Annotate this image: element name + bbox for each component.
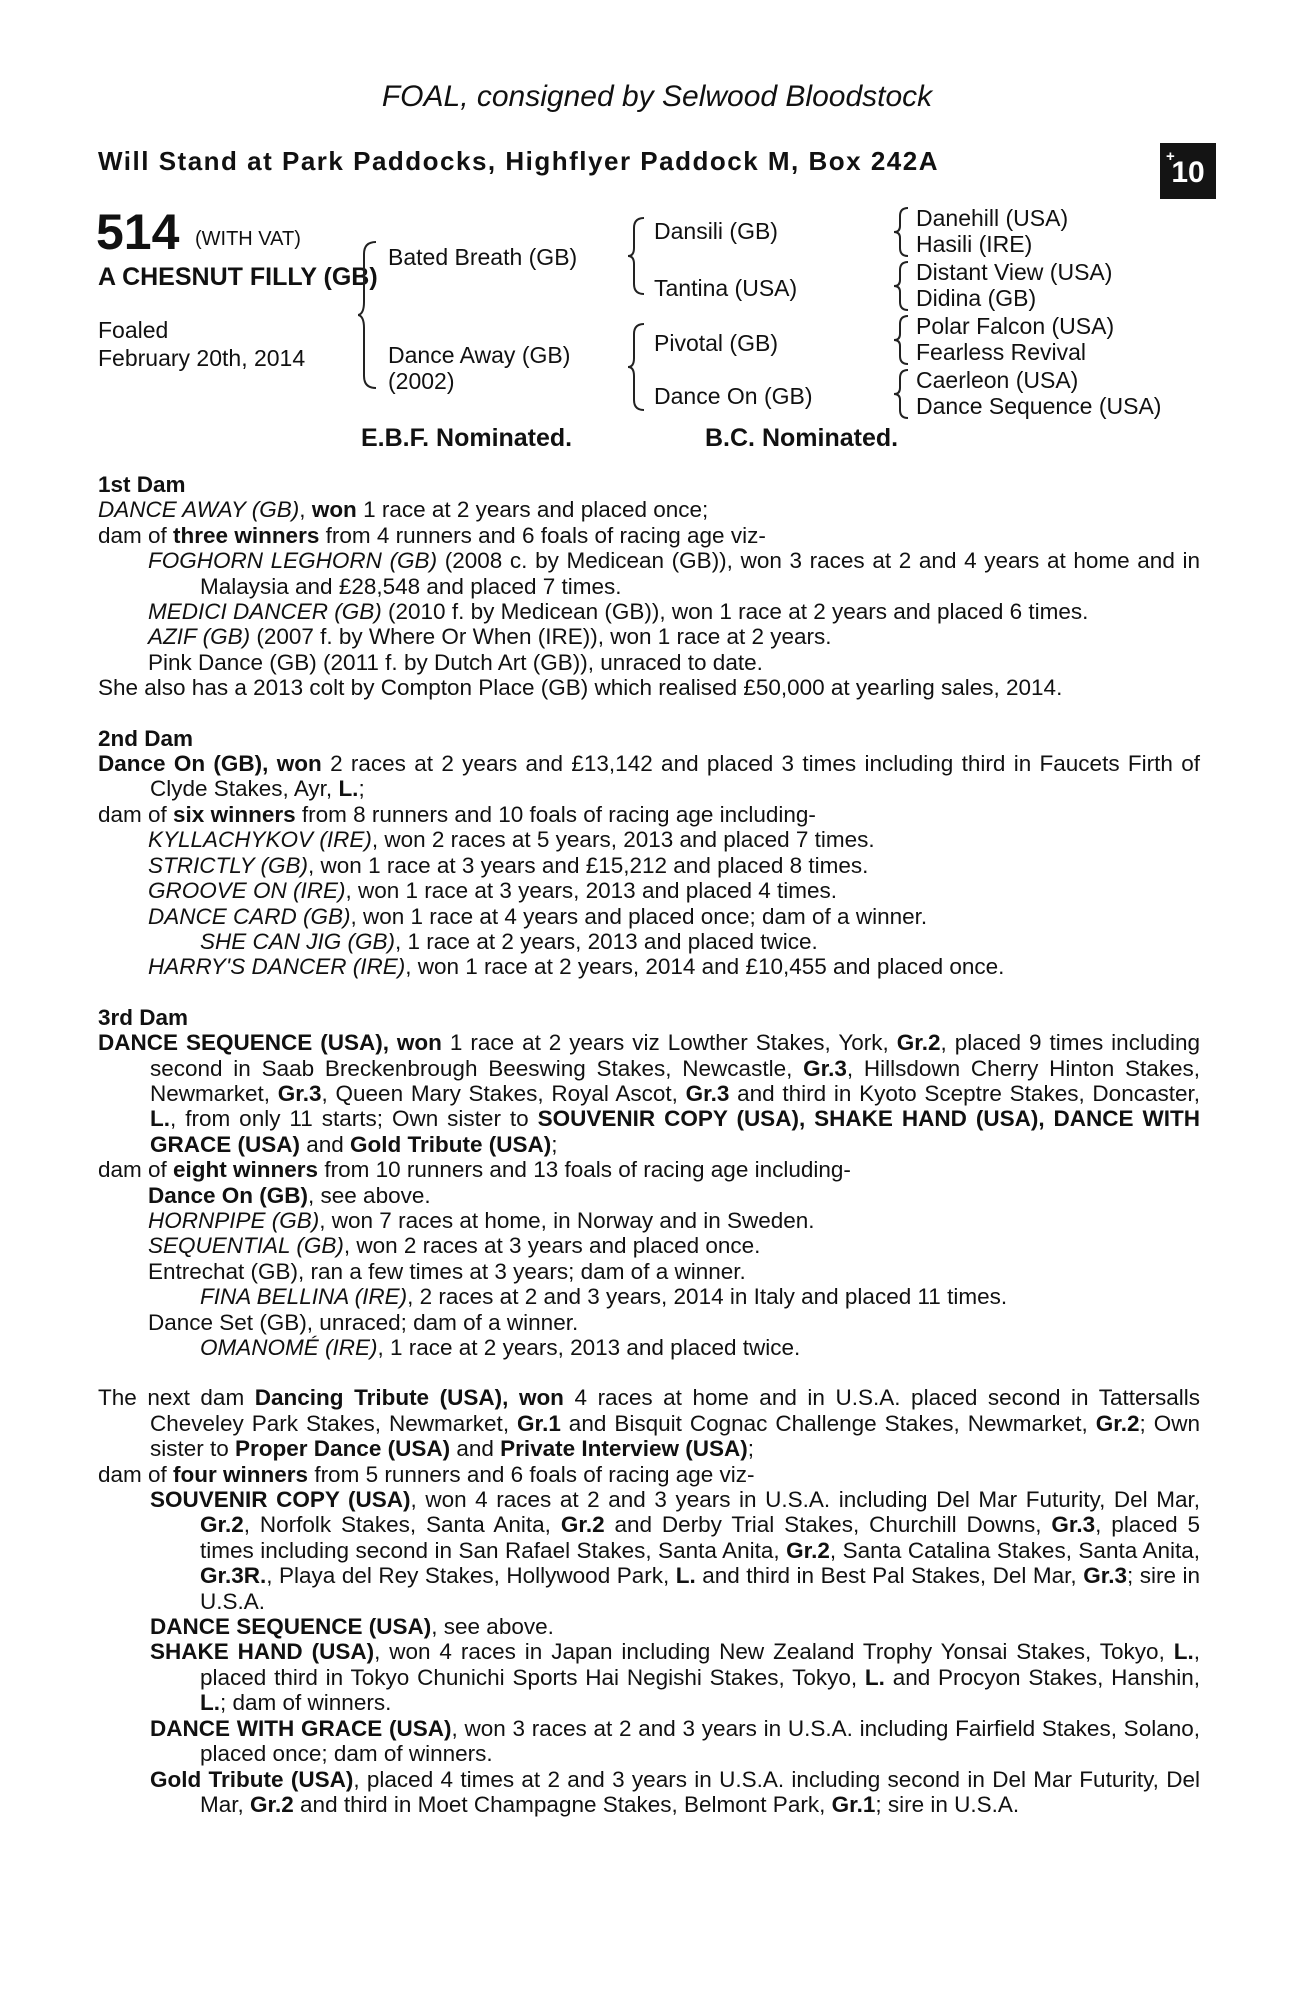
pedigree-brace-sire — [628, 216, 648, 296]
first-dam-produce: dam of three winners from 4 runners and 6 foals of racing age viz- — [98, 522, 766, 548]
pedigree-table — [0, 0, 1314, 452]
vat-note: (WITH VAT) — [195, 228, 301, 250]
pedigree-gs-8: Dance Sequence (USA) — [916, 393, 1162, 419]
second-dam-produce: dam of six winners from 8 runners and 10 foals of racing age including- — [98, 801, 816, 827]
second-dam-heading: 2nd Dam — [98, 725, 194, 751]
list-item: GROOVE ON (IRE), won 1 race at 3 years, 2013 and placed 4 times. — [148, 878, 838, 904]
list-item: SHE CAN JIG (GB), 1 race at 2 years, 2013 and placed twice. — [200, 928, 818, 954]
pedigree-gs-5: Polar Falcon (USA) — [916, 313, 1115, 339]
next-dam-produce: dam of four winners from 5 runners and 6 foals of racing age viz- — [98, 1461, 755, 1487]
pedigree-gs-2: Hasili (IRE) — [916, 231, 1033, 257]
list-item: MEDICI DANCER (GB) (2010 f. by Medicean (GB)), won 1 race at 2 years and placed 6 times. — [148, 599, 1089, 625]
pedigree-brace-gs4 — [894, 368, 910, 420]
pedigree-sire-sire: Dansili (GB) — [654, 218, 778, 244]
pedigree-dam: Dance Away (GB) — [388, 342, 571, 368]
list-item: AZIF (GB) (2007 f. by Where Or When (IRE)), won 1 race at 2 years. — [148, 624, 832, 650]
list-item: SEQUENTIAL (GB), won 2 races at 3 years and placed once. — [148, 1233, 761, 1259]
pedigree-gs-3: Distant View (USA) — [916, 259, 1113, 285]
catalogue-body — [98, 472, 1200, 1817]
third-dam-line: DANCE SEQUENCE (USA), won 1 race at 2 years viz Lowther Stakes, York, Gr.2, placed 9 times including second in Saab Breckenbrough Beeswing Stakes, Newcastle, Gr.3, Hillsdown Cherry Hinton Stakes, Newmarket, Gr.3, Queen Mary Stakes, Royal Ascot, Gr.3 and third in Kyoto Sceptre Stakes, Doncaster, L., from only 11 starts; Own sister to SOUVENIR COPY (USA), SHAKE HAND (USA), DANCE WITH GRACE (USA) and Gold Tribute (USA); — [98, 1030, 1200, 1157]
pedigree-dam-year: (2002) — [388, 368, 455, 394]
pedigree-brace-dam — [628, 322, 648, 412]
third-dam-heading: 3rd Dam — [98, 1004, 189, 1030]
pedigree-dam-dam: Dance On (GB) — [654, 383, 813, 409]
pedigree-brace-gs1 — [894, 206, 910, 258]
lot-name: A CHESNUT FILLY (GB) — [98, 263, 378, 291]
list-item: SHAKE HAND (USA), won 4 races in Japan including New Zealand Trophy Yonsai Stakes, Tokyo, L., placed third in Tokyo Chunichi Sports Hai Negishi Stakes, Tokyo, L. and Procyon Stakes, Hanshin, L.; dam of winners. — [150, 1639, 1201, 1716]
list-item: DANCE SEQUENCE (USA), see above. — [150, 1614, 554, 1640]
bc-nominated: B.C. Nominated. — [705, 424, 899, 452]
list-item: DANCE CARD (GB), won 1 race at 4 years and placed once; dam of a winner. — [148, 903, 928, 929]
pedigree-dam-sire: Pivotal (GB) — [654, 330, 778, 356]
list-item: FOGHORN LEGHORN (GB) (2008 c. by Medicean (GB)), won 3 races at 2 and 4 years at home and in Malaysia and £28,548 and placed 7 times. — [148, 548, 1200, 599]
pedigree-brace-gs2 — [894, 260, 910, 312]
list-item: Dance On (GB), see above. — [148, 1182, 431, 1208]
list-item: STRICTLY (GB), won 1 race at 3 years and £15,212 and placed 8 times. — [148, 852, 869, 878]
pedigree-gs-6: Fearless Revival — [916, 339, 1086, 365]
second-dam-line: Dance On (GB), won 2 races at 2 years and £13,142 and placed 3 times including third in Faucets Firth of Clyde Stakes, Ayr, L.; — [98, 751, 1200, 802]
pedigree-sire: Bated Breath (GB) — [388, 244, 578, 270]
pedigree-gs-4: Didina (GB) — [916, 285, 1037, 311]
ebf-nominated: E.B.F. Nominated. — [361, 424, 573, 452]
list-item: SOUVENIR COPY (USA), won 4 races at 2 and 3 years in U.S.A. including Del Mar Futurity, Del Mar, Gr.2, Norfolk Stakes, Santa Anita, Gr.2 and Derby Trial Stakes, Churchill Downs, Gr.3, placed 5 times including second in San Rafael Stakes, Santa Anita, Gr.2, Santa Catalina Stakes, Santa Anita, Gr.3R., Playa del Rey Stakes, Hollywood Park, L. and third in Best Pal Stakes, Del Mar, Gr.3; sire in U.S.A. — [150, 1487, 1200, 1614]
badge-number: 10 — [1171, 156, 1205, 189]
list-item: HORNPIPE (GB), won 7 races at home, in Norway and in Sweden. — [148, 1207, 815, 1233]
list-item: Entrechat (GB), ran a few times at 3 years; dam of a winner. — [148, 1258, 746, 1284]
foaled-date: February 20th, 2014 — [98, 345, 306, 371]
first-dam-note: She also has a 2013 colt by Compton Place (GB) which realised £50,000 at yearling sales, 2014. — [98, 675, 1063, 701]
list-item: KYLLACHYKOV (IRE), won 2 races at 5 years, 2013 and placed 7 times. — [148, 827, 875, 853]
next-dam-line: The next dam Dancing Tribute (USA), won 4 races at home and in U.S.A. placed second in Tattersalls Cheveley Park Stakes, Newmarket, Gr.1 and Bisquit Cognac Challenge Stakes, Newmarket, Gr.2; Own sister to Proper Dance (USA) and Private Interview (USA); — [98, 1385, 1200, 1462]
foaled-label: Foaled — [98, 317, 169, 343]
list-item: Pink Dance (GB) (2011 f. by Dutch Art (GB)), unraced to date. — [148, 649, 763, 675]
pedigree-gs-1: Danehill (USA) — [916, 205, 1069, 231]
list-item: FINA BELLINA (IRE), 2 races at 2 and 3 years, 2014 in Italy and placed 11 times. — [200, 1284, 1008, 1310]
pedigree-brace-main — [358, 240, 380, 390]
lot-number: 514 — [96, 204, 180, 260]
pedigree-sire-dam: Tantina (USA) — [654, 275, 798, 301]
consignment-line: FOAL, consigned by Selwood Bloodstock — [381, 80, 933, 113]
stand-location: Will Stand at Park Paddocks, Highflyer Paddock M, Box 242A — [98, 146, 939, 176]
list-item: OMANOMÉ (IRE), 1 race at 2 years, 2013 and placed twice. — [200, 1335, 801, 1360]
list-item: DANCE WITH GRACE (USA), won 3 races at 2 and 3 years in U.S.A. including Fairfield Stakes, Solano, placed once; dam of winners. — [150, 1715, 1200, 1767]
pedigree-brace-gs3 — [894, 314, 910, 366]
list-item: HARRY'S DANCER (IRE), won 1 race at 2 years, 2014 and £10,455 and placed once. — [148, 954, 1005, 980]
pedigree-gs-7: Caerleon (USA) — [916, 367, 1079, 393]
list-item: Dance Set (GB), unraced; dam of a winner. — [148, 1309, 579, 1335]
third-dam-produce: dam of eight winners from 10 runners and 13 foals of racing age including- — [98, 1157, 851, 1183]
first-dam-heading: 1st Dam — [98, 472, 186, 497]
badge-plus: + — [1166, 148, 1175, 165]
first-dam-line: DANCE AWAY (GB), won 1 race at 2 years and placed once; — [98, 497, 709, 523]
list-item: Gold Tribute (USA), placed 4 times at 2 and 3 years in U.S.A. including second in Del Mar Futurity, Del Mar, Gr.2 and third in Moet Champagne Stakes, Belmont Park, Gr.1; sire in U.S.A. — [150, 1766, 1200, 1817]
